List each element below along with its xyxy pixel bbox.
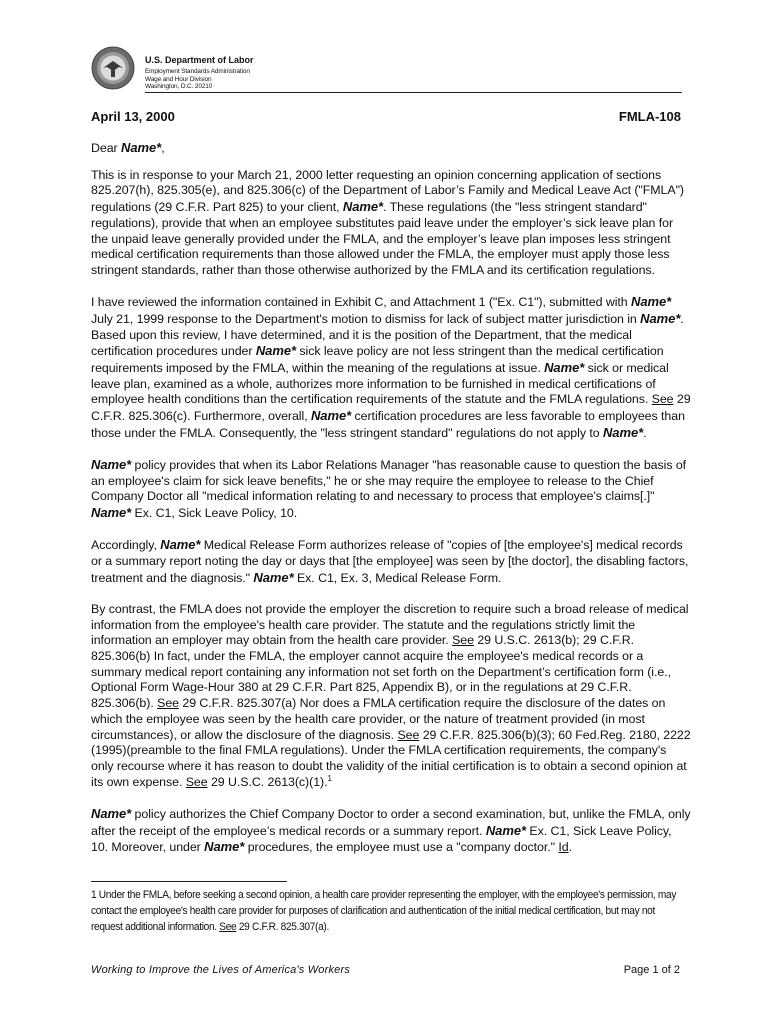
citation-see: See — [185, 774, 208, 789]
letter-body — [91, 140, 691, 871]
client-name: Name* — [253, 569, 294, 585]
paragraph-6: Name* policy authorizes the Chief Company Doctor to order a second examination, but, unlike the FMLA, only after the receipt of the employee’s medical records or a summary report. Name* Ex. C1, Sick Leave Policy, 10. Moreover, under Name* procedures, the employee must use a "company doctor." Id. — [91, 805, 691, 855]
page-number: Page 1 of 2 — [623, 964, 680, 976]
agency-block — [145, 56, 254, 91]
client-name: Name* — [485, 822, 526, 838]
client-name: Name* — [310, 408, 352, 424]
citation-see: See — [651, 392, 674, 407]
letterhead-divider — [145, 92, 682, 93]
client-name: Name* — [544, 359, 585, 375]
footnote-divider — [91, 881, 287, 882]
agency-line: Wage and Hour Division — [145, 75, 212, 83]
paragraph-5: By contrast, the FMLA does not provide the employer the discretion to require such a broad release of medical information from the employee's health care provider. The statute and the regulations strictly limit the information an employer may obtain from the health care provider. See 29 U.S.C. 2613(b); 29 C.F.R. 825.306(b) In fact, under the FMLA, the employer cannot acquire the employee's medical records or a summary medical report containing any information not set forth on the Department’s certification form (i.e., Optional Form Wage-Hour 380 at 29 C.F.R. Part 825, Appendix B), or in the regulations at 29 C.F.R. 825.306(b). See 29 C.F.R. 825.307(a) Nor does a FMLA certification require the disclosure of the dates on which the employee was seen by the health care provider, or the nature of treatment provided (in most circumstances), or allow the disclosure of the diagnosis. See 29 C.F.R. 825.306(b)(3); 60 Fed.Reg. 2180, 2222 (1995)(preamble to the final FMLA regulations). Under the FMLA certification requirements, the company's only recourse where it has reason to doubt the validity of the initial certification is to obtain a second opinion at its own expense. See 29 U.S.C. 2613(c)(1).$^1$ — [91, 601, 691, 789]
department-name: U.S. Department of Labor — [145, 55, 254, 65]
agency-line: Employment Standards Administration — [145, 68, 250, 75]
agency-line: Washington, D.C. 20210 — [145, 83, 213, 91]
client-name: Name* — [160, 537, 201, 553]
citation-id: Id — [558, 840, 569, 855]
document-number: FMLA-108 — [618, 109, 681, 124]
client-name: Name* — [91, 805, 132, 821]
citation-see: See — [397, 727, 420, 742]
paragraph-3: Name* policy provides that when its Labor Relations Manager "has reasonable cause to question the basis of an employee's claim for sick leave benefits," he or she may require the employee to release to the Chief Company Doctor all "medical information relating to and necessary to process that employee's claims[.]" Name* Ex. C1, Sick Leave Policy, 10. — [91, 456, 687, 521]
client-name: Name* — [631, 294, 672, 310]
client-name: Name* — [204, 839, 245, 855]
footnote: 1 Under the FMLA, before seeking a second opinion, a health care provider representing the employer, with the employee's permission, may contact the employee's health care provider for purposes of clarification and authentication of the initial medical certification, but may not request additional information. See 29 C.F.R. 825.307(a). — [91, 889, 677, 933]
footer-slogan: Working to Improve the Lives of America's Workers — [91, 964, 351, 976]
client-name: Name* — [602, 424, 644, 440]
department-seal-icon — [91, 46, 135, 90]
footnote-marker: 1 — [91, 889, 97, 901]
paragraph-1: This is in response to your March 21, 2000 letter requesting an opinion concerning application of sections 825.207(h), 825.305(e), and 825.306(c) of the Department of Labor’s Family and Medical Leave Act ("FMLA") regulations (29 C.F.R. Part 825) to your client, Name*. These regulations (the "less stringent standard" regulations), provide that when an employee substitutes paid leave under the employer’s sick leave plan for the unpaid leave generally provided under the FMLA, and the employer’s leave plan imposes less stringent medical certification requirements than those allowed under the FMLA, the employer must apply those less stringent standards, rather than those otherwise authorized by the FMLA and its certification regulations. — [91, 167, 684, 277]
citation-see: See — [219, 921, 237, 933]
client-name: Name* — [640, 310, 681, 326]
letter-date: April 13, 2000 — [91, 109, 175, 124]
client-name: Name* — [342, 199, 384, 215]
footnote-reference: 1 — [327, 773, 332, 783]
citation-see: See — [157, 696, 179, 711]
recipient-name: Name* — [121, 140, 162, 155]
paragraph-4: Accordingly, Name* Medical Release Form authorizes release of "copies of [the employee's] medical records or a summary report noting the day or days that [the employee] was seen by [the doctor], the disabling factors, treatment and the diagnosis." Name* Ex. C1, Ex. 3, Medical Release Form. — [91, 537, 689, 585]
client-name: Name* — [91, 505, 132, 521]
client-name: Name* — [255, 343, 296, 359]
salutation: Dear Name*, — [91, 140, 165, 155]
citation-see: See — [452, 633, 474, 648]
paragraph-2: I have reviewed the information contained in Exhibit C, and Attachment 1 ("Ex. C1"), submitted with Name* July 21, 1999 response to the Department's motion to dismiss for lack of subject matter jurisdiction in Name*. Based upon this review, I have determined, and it is the position of the Department, that the medical certification procedures under Name* sick leave policy are not less stringent than the medical certification requirements imposed by the FMLA, within the meaning of the regulations at issue. Name* sick or medical leave plan, examined as a whole, authorizes more information to be furnished in medical certifications of employee health conditions than the certification requirements of the statute and the FMLA regulations. See 29 C.F.R. 825.306(c). Furthermore, overall, Name* certification procedures are less favorable to employees than those under the FMLA. Consequently, the "less stringent standard" regulations do not apply to Name*. — [91, 294, 691, 440]
client-name: Name* — [91, 456, 132, 472]
